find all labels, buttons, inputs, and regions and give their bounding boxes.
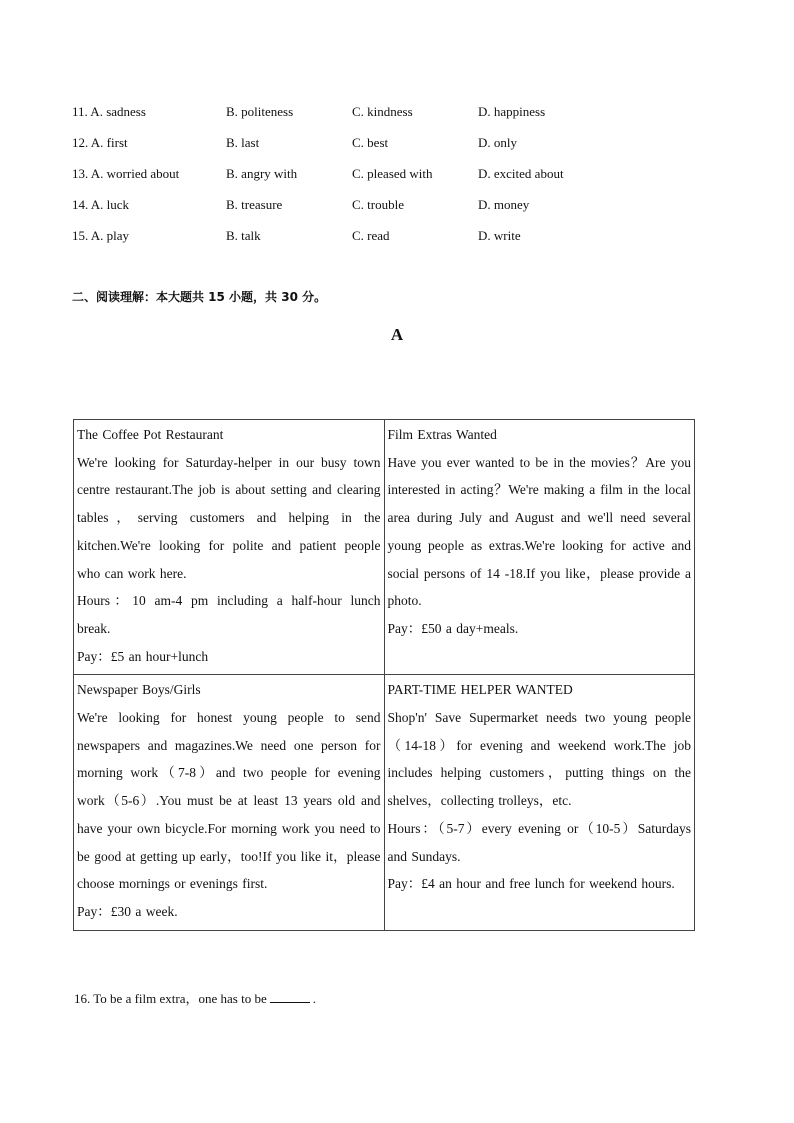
ad-pay: Pay：£5 an hour+lunch <box>77 648 209 664</box>
ad-film-extras <box>384 420 695 675</box>
section-heading: 二、阅读理解：本大题共 15 小题，共 30 分。 <box>72 290 327 304</box>
ad-hours: Hours：10 am-4 pm including a half-hour lunch break. <box>77 593 381 636</box>
option-d: D. excited about <box>478 166 564 181</box>
ad-hours: Hours：（5-7）every evening or（10-5）Saturdays and Sundays. <box>387 820 691 864</box>
option-d: D. write <box>478 228 521 243</box>
option-row-13 <box>72 166 672 186</box>
ad-part-time-helper <box>384 675 695 930</box>
option-a: 14. A. luck <box>72 197 130 212</box>
option-b: B. politeness <box>226 104 294 119</box>
option-d: D. only <box>478 135 517 150</box>
option-d: D. money <box>478 197 530 212</box>
option-c: C. best <box>352 135 389 150</box>
option-d: D. happiness <box>478 104 546 119</box>
ad-coffee-pot <box>74 420 385 675</box>
option-a: 11. A. sadness <box>72 104 146 119</box>
passage-letter: A <box>390 325 404 344</box>
question-16 <box>74 988 316 1007</box>
option-row-11 <box>72 104 672 124</box>
option-b: B. talk <box>226 228 261 243</box>
ads-table <box>73 419 695 931</box>
option-row-15 <box>72 228 672 248</box>
question-stem: 16. To be a film extra，one has to be <box>74 991 267 1006</box>
ad-newspaper <box>74 675 385 930</box>
option-a: 13. A. worried about <box>72 166 180 181</box>
ad-body: Have you ever wanted to be in the movies？Are you interested in acting？We're making a film in the local area during July and August and we'll need several young people as extras.We're looking for active and social persons of 14 -18.If you like，please provide a photo. <box>387 454 691 609</box>
ad-pay: Pay：£30 a week. <box>77 903 178 919</box>
option-a: 15. A. play <box>72 228 130 243</box>
option-c: C. trouble <box>352 197 404 212</box>
option-b: B. treasure <box>226 197 283 212</box>
ad-title: Film Extras Wanted <box>387 427 497 442</box>
ad-title: Newspaper Boys/Girls <box>77 682 201 698</box>
ad-title: The Coffee Pot Restaurant <box>77 427 224 442</box>
option-b: B. angry with <box>226 166 298 181</box>
ad-body: We're looking for Saturday-helper in our busy town centre restaurant.The job is about setting and clearing tables，serving customers and helping in the kitchen.We're looking for polite and patient people who can work here. <box>77 454 381 581</box>
option-c: C. kindness <box>352 104 413 119</box>
ad-body: We're looking for honest young people to send newspapers and magazines.We need one person for morning work（7-8）and two people for evening work（5-6）.You must be at least 13 years old and have your own bicycle.For morning work you need to be good at getting up early，too!If you like it，please choose mornings or evenings first. <box>77 710 381 892</box>
option-row-12 <box>72 135 672 155</box>
ad-pay: Pay：£50 a day+meals. <box>387 620 519 636</box>
option-c: C. read <box>352 228 390 243</box>
option-row-14 <box>72 197 672 217</box>
question-end: . <box>312 991 316 1006</box>
answer-blank[interactable] <box>270 990 310 1003</box>
ad-title: PART-TIME HELPER WANTED <box>387 682 573 698</box>
ad-pay: Pay：£4 an hour and free lunch for weekend hours. <box>387 876 675 892</box>
option-c: C. pleased with <box>352 166 433 181</box>
option-a: 12. A. first <box>72 135 128 150</box>
ad-body: Shop'n' Save Supermarket needs two young people（14-18）for evening and weekend work.The job includes helping customers，putting things on the shelves，collecting trolleys，etc. <box>387 710 691 809</box>
option-b: B. last <box>226 135 260 150</box>
